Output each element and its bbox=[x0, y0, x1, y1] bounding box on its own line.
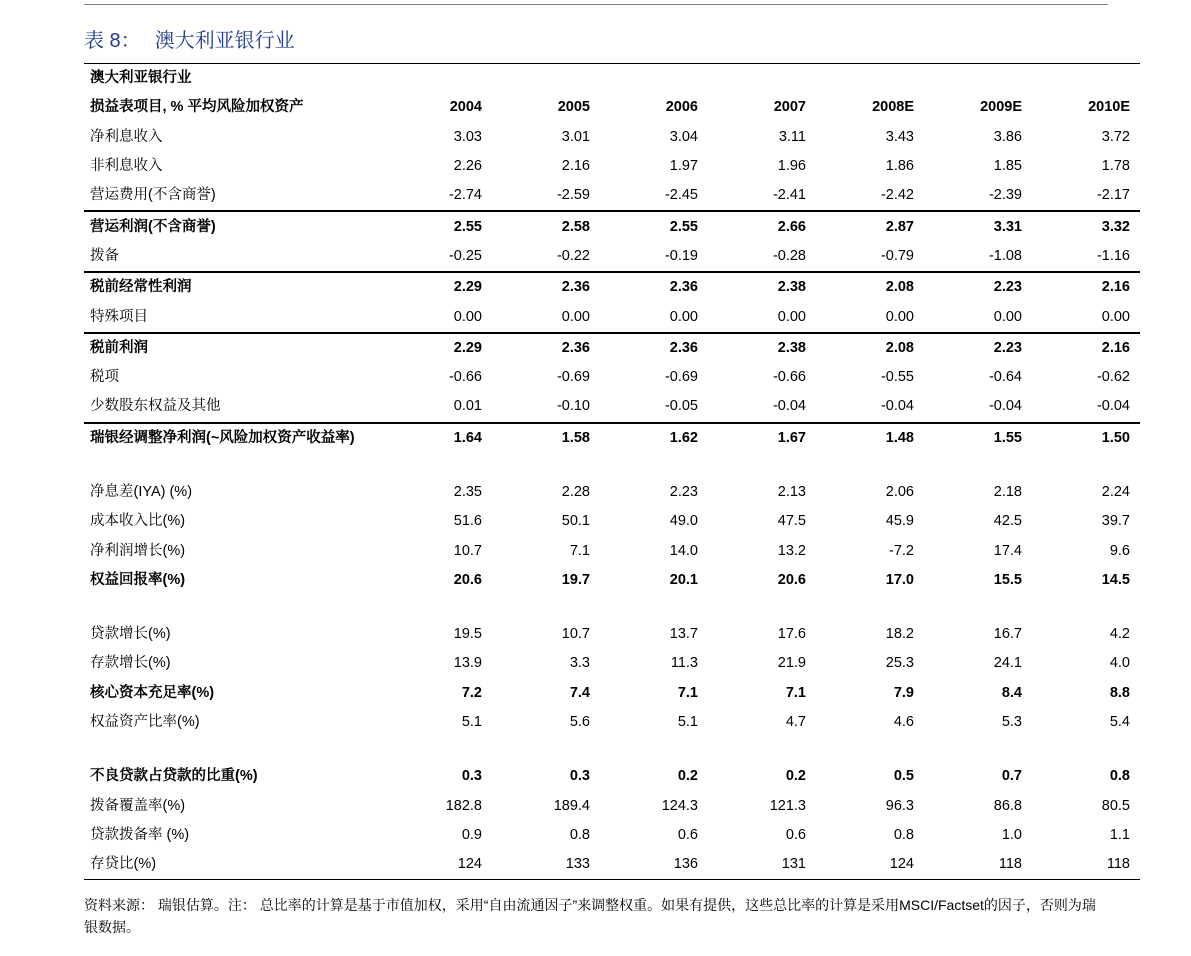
row-value: 124.3 bbox=[661, 797, 698, 814]
row-value: 2.23 bbox=[924, 333, 1032, 363]
row-value: 118 bbox=[1032, 850, 1140, 880]
row-value: 1.86 bbox=[885, 158, 914, 175]
table-caption bbox=[84, 24, 295, 53]
row-value: 0.6 bbox=[677, 826, 698, 843]
row-value: 136 bbox=[600, 850, 708, 880]
row-value: 20.6 bbox=[777, 571, 806, 588]
row-value: -0.19 bbox=[664, 247, 698, 264]
row-value: 9.6 bbox=[1109, 542, 1130, 559]
row-value: 3.04 bbox=[669, 128, 698, 145]
row-value: 1.58 bbox=[492, 423, 600, 453]
row-value: 0.8 bbox=[1109, 768, 1130, 785]
row-label: 净利润增长(%) bbox=[90, 542, 186, 559]
row-value: 14.5 bbox=[1101, 571, 1130, 588]
row-value: 0.00 bbox=[777, 308, 806, 325]
row-value: 2.13 bbox=[777, 484, 806, 500]
row-value: 7.1 bbox=[785, 684, 806, 701]
row-value: 5.1 bbox=[677, 714, 698, 731]
row-value: -0.10 bbox=[556, 398, 590, 415]
row-value: 4.6 bbox=[893, 714, 914, 731]
row-value: 50.1 bbox=[561, 513, 590, 530]
row-value: 15.5 bbox=[993, 571, 1022, 588]
row-value: 47.5 bbox=[777, 513, 806, 530]
row-value: 2.23 bbox=[669, 484, 698, 500]
row-label: 营运利润(不含商誉) bbox=[84, 211, 384, 241]
row-label: 拨备 bbox=[90, 247, 119, 264]
table-row bbox=[84, 152, 1140, 181]
row-value: -0.66 bbox=[772, 369, 806, 386]
row-value: 2.08 bbox=[816, 333, 924, 363]
row-value: 1.97 bbox=[669, 158, 698, 175]
table-row bbox=[84, 211, 1140, 241]
row-value: 7.9 bbox=[893, 684, 914, 701]
row-value: -0.69 bbox=[664, 369, 698, 386]
year-header: 2006 bbox=[665, 99, 698, 116]
row-value: 124 bbox=[384, 850, 492, 880]
table-row bbox=[84, 181, 1140, 211]
table-row bbox=[84, 536, 1140, 565]
row-value: 45.9 bbox=[885, 513, 914, 530]
header-label: 损益表项目, % 平均风险加权资产 bbox=[90, 99, 304, 116]
row-value: 2.35 bbox=[453, 484, 482, 500]
row-value: 133 bbox=[492, 850, 600, 880]
row-value: 19.7 bbox=[561, 571, 590, 588]
row-value: 2.66 bbox=[708, 211, 816, 241]
row-value: 96.3 bbox=[885, 797, 914, 814]
row-value: 42.5 bbox=[993, 513, 1022, 530]
row-value: 3.11 bbox=[778, 128, 806, 145]
row-value: 124 bbox=[816, 850, 924, 880]
row-value: 13.7 bbox=[669, 626, 698, 643]
header-row bbox=[84, 93, 1140, 122]
row-value: 3.32 bbox=[1032, 211, 1140, 241]
row-label: 存贷比(%) bbox=[84, 850, 384, 880]
row-value: -2.42 bbox=[880, 187, 914, 204]
row-value: 10.7 bbox=[453, 542, 482, 559]
row-value: -2.59 bbox=[556, 187, 590, 204]
table-row bbox=[84, 272, 1140, 302]
row-label: 营运费用(不含商誉) bbox=[90, 187, 216, 204]
table-row bbox=[84, 850, 1140, 880]
row-value: 7.1 bbox=[677, 684, 698, 701]
spacer-row bbox=[84, 737, 1140, 762]
row-value: 2.58 bbox=[492, 211, 600, 241]
spacer-row bbox=[84, 595, 1140, 620]
row-value: 3.86 bbox=[993, 128, 1022, 145]
row-value: 10.7 bbox=[561, 626, 590, 643]
row-value: 0.2 bbox=[785, 768, 806, 785]
row-value: -0.04 bbox=[772, 398, 806, 415]
row-value: 4.2 bbox=[1109, 626, 1130, 643]
row-value: 1.67 bbox=[708, 423, 816, 453]
row-value: 20.6 bbox=[453, 571, 482, 588]
row-value: 2.08 bbox=[816, 272, 924, 302]
table-row bbox=[84, 392, 1140, 422]
row-value: 24.1 bbox=[993, 655, 1022, 672]
row-value: 1.1 bbox=[1109, 826, 1130, 843]
year-header: 2004 bbox=[449, 99, 482, 116]
row-value: 2.55 bbox=[600, 211, 708, 241]
row-value: 8.4 bbox=[1001, 684, 1022, 701]
row-value: -2.74 bbox=[448, 187, 482, 204]
row-value: 2.36 bbox=[600, 333, 708, 363]
row-value: 7.2 bbox=[461, 684, 482, 701]
row-value: 2.55 bbox=[384, 211, 492, 241]
row-value: 17.0 bbox=[885, 571, 914, 588]
row-value: 2.16 bbox=[1032, 272, 1140, 302]
row-value: 3.31 bbox=[924, 211, 1032, 241]
row-value: 2.24 bbox=[1101, 484, 1130, 500]
row-label: 贷款增长(%) bbox=[90, 626, 171, 643]
row-label: 税前经常性利润 bbox=[84, 272, 384, 302]
row-label: 成本收入比(%) bbox=[90, 513, 186, 530]
row-value: 2.16 bbox=[1032, 333, 1140, 363]
row-value: 2.87 bbox=[816, 211, 924, 241]
table-row bbox=[84, 708, 1140, 737]
spacer-row bbox=[84, 453, 1140, 478]
row-label: 权益回报率(%) bbox=[90, 571, 186, 588]
row-value: 7.4 bbox=[569, 684, 590, 701]
row-label: 核心资本充足率(%) bbox=[90, 684, 215, 701]
row-value: -0.05 bbox=[664, 398, 698, 415]
row-value: 2.23 bbox=[924, 272, 1032, 302]
row-value: 39.7 bbox=[1101, 513, 1130, 530]
row-value: 0.8 bbox=[893, 826, 914, 843]
table-row bbox=[84, 762, 1140, 791]
table-row bbox=[84, 123, 1140, 152]
row-value: 0.7 bbox=[1001, 768, 1022, 785]
row-value: -0.69 bbox=[556, 369, 590, 386]
row-value: 16.7 bbox=[993, 626, 1022, 643]
row-value: 13.2 bbox=[777, 542, 806, 559]
row-value: -0.79 bbox=[880, 247, 914, 264]
row-value: 0.01 bbox=[453, 398, 482, 415]
row-label: 少数股东权益及其他 bbox=[90, 398, 221, 415]
row-value: 49.0 bbox=[669, 513, 698, 530]
row-value: 1.85 bbox=[993, 158, 1022, 175]
row-value: 1.64 bbox=[384, 423, 492, 453]
row-value: -2.41 bbox=[772, 187, 806, 204]
row-label: 非利息收入 bbox=[90, 158, 163, 175]
row-value: 1.48 bbox=[816, 423, 924, 453]
row-value: 1.50 bbox=[1032, 423, 1140, 453]
table-row bbox=[84, 679, 1140, 708]
row-value: 18.2 bbox=[885, 626, 914, 643]
row-value: 0.00 bbox=[453, 308, 482, 325]
row-label: 净息差(IYA) (%) bbox=[90, 484, 193, 500]
row-value: 0.2 bbox=[677, 768, 698, 785]
row-value: 118 bbox=[924, 850, 1032, 880]
row-label: 瑞银经调整净利润(~风险加权资产收益率) bbox=[84, 423, 384, 453]
row-value: 2.36 bbox=[600, 272, 708, 302]
row-value: 3.03 bbox=[453, 128, 482, 145]
row-value: 0.3 bbox=[569, 768, 590, 785]
caption-label: 表 8： bbox=[84, 30, 141, 52]
row-value: 189.4 bbox=[553, 797, 590, 814]
row-value: 17.6 bbox=[777, 626, 806, 643]
table-row bbox=[84, 302, 1140, 332]
row-value: 2.36 bbox=[492, 333, 600, 363]
table-row bbox=[84, 333, 1140, 363]
row-value: 1.96 bbox=[777, 158, 806, 175]
row-value: 0.00 bbox=[993, 308, 1022, 325]
row-value: 19.5 bbox=[453, 626, 482, 643]
row-value: 80.5 bbox=[1101, 797, 1130, 814]
section-title-row bbox=[84, 64, 1140, 94]
row-value: 5.6 bbox=[569, 714, 590, 731]
row-value: 1.0 bbox=[1001, 826, 1022, 843]
table-row bbox=[84, 620, 1140, 649]
row-value: 4.0 bbox=[1109, 655, 1130, 672]
row-value: -0.55 bbox=[880, 369, 914, 386]
row-value: 7.1 bbox=[569, 542, 590, 559]
row-label: 税项 bbox=[90, 369, 119, 386]
row-value: -7.2 bbox=[889, 542, 914, 559]
row-value: 2.38 bbox=[708, 272, 816, 302]
row-value: -2.45 bbox=[664, 187, 698, 204]
row-value: 51.6 bbox=[453, 513, 482, 530]
table-row bbox=[84, 792, 1140, 821]
year-header: 2008E bbox=[872, 99, 914, 116]
row-value: 11.3 bbox=[670, 655, 698, 672]
table-row bbox=[84, 649, 1140, 678]
year-header: 2005 bbox=[557, 99, 590, 116]
row-label: 净利息收入 bbox=[90, 128, 163, 145]
row-value: 182.8 bbox=[445, 797, 482, 814]
table-row bbox=[84, 242, 1140, 272]
bank-financials-table bbox=[84, 63, 1140, 880]
row-label: 特殊项目 bbox=[90, 308, 148, 325]
row-value: 1.55 bbox=[924, 423, 1032, 453]
row-value: 20.1 bbox=[669, 571, 698, 588]
row-value: -1.16 bbox=[1096, 247, 1130, 264]
row-value: 0.00 bbox=[669, 308, 698, 325]
row-value: 2.36 bbox=[492, 272, 600, 302]
row-value: 3.72 bbox=[1101, 128, 1130, 145]
row-value: 2.29 bbox=[384, 272, 492, 302]
row-value: 2.16 bbox=[561, 158, 590, 175]
row-value: 2.18 bbox=[993, 484, 1022, 500]
row-label: 拨备覆盖率(%) bbox=[90, 797, 186, 814]
year-header: 2010E bbox=[1088, 99, 1130, 116]
row-value: 4.7 bbox=[785, 714, 806, 731]
row-label: 贷款拨备率 (%) bbox=[90, 826, 190, 843]
row-value: 3.01 bbox=[561, 128, 590, 145]
row-value: 5.4 bbox=[1109, 714, 1130, 731]
row-value: -0.25 bbox=[448, 247, 482, 264]
row-label: 权益资产比率(%) bbox=[90, 714, 200, 731]
row-value: 0.3 bbox=[461, 768, 482, 785]
row-value: -1.08 bbox=[988, 247, 1022, 264]
row-value: 13.9 bbox=[453, 655, 482, 672]
table-row bbox=[84, 363, 1140, 392]
table-row bbox=[84, 507, 1140, 536]
row-value: 0.00 bbox=[885, 308, 914, 325]
row-value: 2.38 bbox=[708, 333, 816, 363]
table-row bbox=[84, 566, 1140, 595]
section-title: 澳大利亚银行业 bbox=[90, 70, 192, 87]
row-value: 0.5 bbox=[893, 768, 914, 785]
row-value: -0.64 bbox=[988, 369, 1022, 386]
row-value: -0.04 bbox=[1096, 398, 1130, 415]
row-value: 5.3 bbox=[1001, 714, 1022, 731]
row-value: -0.04 bbox=[988, 398, 1022, 415]
year-header: 2009E bbox=[980, 99, 1022, 116]
row-value: 14.0 bbox=[669, 542, 698, 559]
row-value: 0.00 bbox=[1101, 308, 1130, 325]
row-value: 0.6 bbox=[785, 826, 806, 843]
row-value: 1.78 bbox=[1101, 158, 1130, 175]
row-value: -0.62 bbox=[1096, 369, 1130, 386]
row-value: -0.04 bbox=[880, 398, 914, 415]
row-value: 1.62 bbox=[600, 423, 708, 453]
table-row bbox=[84, 423, 1140, 453]
caption-title: 澳大利亚银行业 bbox=[154, 30, 295, 52]
row-value: 3.3 bbox=[569, 655, 590, 672]
row-value: 17.4 bbox=[993, 542, 1022, 559]
row-value: -0.28 bbox=[772, 247, 806, 264]
row-value: -2.17 bbox=[1096, 187, 1130, 204]
row-value: 2.26 bbox=[453, 158, 482, 175]
row-value: 3.43 bbox=[885, 128, 914, 145]
row-value: 2.28 bbox=[561, 484, 590, 500]
row-value: 0.8 bbox=[569, 826, 590, 843]
top-rule bbox=[84, 4, 1108, 5]
table-row bbox=[84, 478, 1140, 507]
row-label: 存款增长(%) bbox=[90, 655, 171, 672]
source-footnote: 资料来源： 瑞银估算。注： 总比率的计算是基于市值加权，采用“自由流通因子”来调整权重。如果有提供，这些总比率的计算是采用MSCI/Factset的因子，否则为瑞银数据。 bbox=[84, 897, 1096, 935]
row-value: 21.9 bbox=[777, 655, 806, 672]
row-label: 税前利润 bbox=[84, 333, 384, 363]
row-value: 121.3 bbox=[769, 797, 806, 814]
row-value: 5.1 bbox=[461, 714, 482, 731]
table-row bbox=[84, 821, 1140, 850]
row-label: 不良贷款占贷款的比重(%) bbox=[90, 768, 258, 785]
row-value: -0.22 bbox=[556, 247, 590, 264]
row-value: 2.29 bbox=[384, 333, 492, 363]
row-value: -0.66 bbox=[448, 369, 482, 386]
row-value: 86.8 bbox=[993, 797, 1022, 814]
year-header: 2007 bbox=[773, 99, 806, 116]
row-value: -2.39 bbox=[988, 187, 1022, 204]
row-value: 0.00 bbox=[561, 308, 590, 325]
row-value: 131 bbox=[708, 850, 816, 880]
row-value: 8.8 bbox=[1109, 684, 1130, 701]
row-value: 25.3 bbox=[885, 655, 914, 672]
row-value: 0.9 bbox=[461, 826, 482, 843]
row-value: 2.06 bbox=[885, 484, 914, 500]
